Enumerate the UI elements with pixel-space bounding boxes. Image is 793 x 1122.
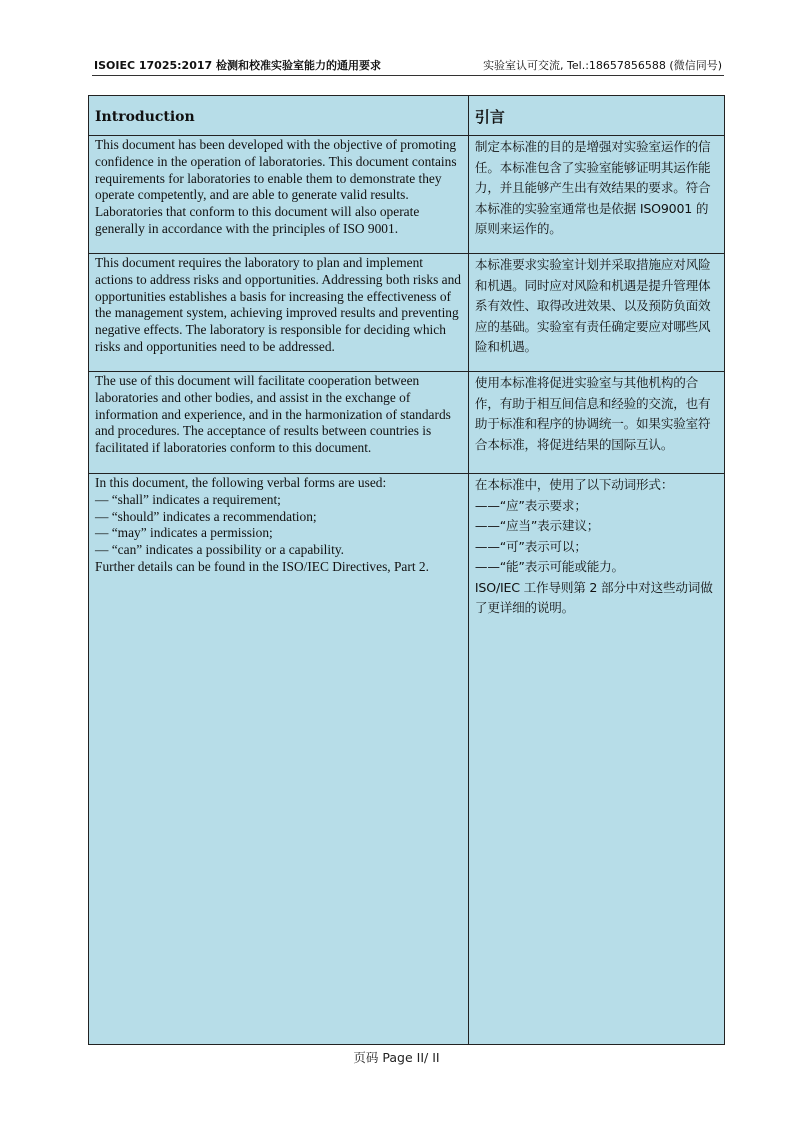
english-line: — “should” indicates a recommendation; [95, 508, 317, 524]
chinese-line: ISO/IEC 工作导则第 2 部分中对这些动词做了更详细的说明。 [474, 579, 713, 615]
english-paragraph: The use of this document will facilitate cooperation between laboratories and other bodies, and assist in the exchange of information and experience, and in the harmonization of standards and procedures. The acceptance of results between countries is facilitated if laboratories conform to this document. [89, 372, 469, 474]
contact-info: 实验室认可交流, Tel.:18657856588 (微信同号) [483, 59, 722, 72]
english-line: In this document, the following verbal forms are used: [95, 475, 387, 490]
english-line: Further details can be found in the ISO/IEC Directives, Part 2. [95, 558, 429, 574]
chinese-line: ——“应”表示要求； [474, 497, 587, 513]
english-verbal-forms [89, 474, 469, 1045]
table-row [89, 372, 725, 474]
chinese-line: 在本标准中，使用了以下动词形式： [474, 477, 674, 492]
chinese-line: ——“可”表示可以； [474, 538, 587, 554]
heading-chinese: 引言 [468, 96, 724, 136]
chinese-paragraph: 使用本标准将促进实验室与其他机构的合作，有助于相互间信息和经验的交流，也有助于标准和程序的协调统一。如果实验室符合本标准，将促进结果的国际互认。 [468, 372, 724, 474]
chinese-line: ——“应当”表示建议； [474, 518, 600, 533]
chinese-paragraph: 制定本标准的目的是增强对实验室运作的信任。本标准包含了实验室能够证明其运作能力，并且能够产生出有效结果的要求。符合本标准的实验室通常也是依据 ISO9001 的原则来运作的。 [468, 136, 724, 254]
table-header-row [89, 96, 725, 136]
chinese-paragraph: 本标准要求实验室计划并采取措施应对风险和机遇。同时应对风险和机遇是提升管理体系有效性、取得改进效果、以及预防负面效应的基础。实验室有责任确定要应对哪些风险和机遇。 [468, 254, 724, 372]
english-paragraph: This document has been developed with the objective of promoting confidence in the operation of laboratories. This document contains requirements for laboratories to enable them to demonstrate they operate competently, and are able to generate valid results. Laboratories that conform to this document will also operate generally in accordance with the principles of ISO 9001. [89, 136, 469, 254]
english-line: — “can” indicates a possibility or a capability. [95, 542, 345, 558]
chinese-line: ——“能”表示可能或能力。 [474, 559, 624, 574]
bilingual-table [88, 95, 725, 1045]
page-number: 页码 Page II/ II [353, 1050, 440, 1065]
heading-english: Introduction [89, 96, 469, 136]
table-row [89, 474, 725, 1045]
page-header [92, 55, 724, 76]
english-line: — “may” indicates a permission; [95, 525, 273, 541]
chinese-verbal-forms [468, 474, 724, 1045]
document-title: ISOIEC 17025:2017 检测和校准实验室能力的通用要求 [94, 59, 381, 72]
table-row [89, 136, 725, 254]
table-row [89, 254, 725, 372]
english-line: — “shall” indicates a requirement; [95, 491, 281, 507]
english-paragraph: This document requires the laboratory to plan and implement actions to address risks and opportunities. Addressing both risks and opportunities establishes a basis for increasing the effectiveness of the management system, achieving improved results and preventing negative effects. The laboratory is responsible for deciding which risks and opportunities need to be addressed. [89, 254, 469, 372]
